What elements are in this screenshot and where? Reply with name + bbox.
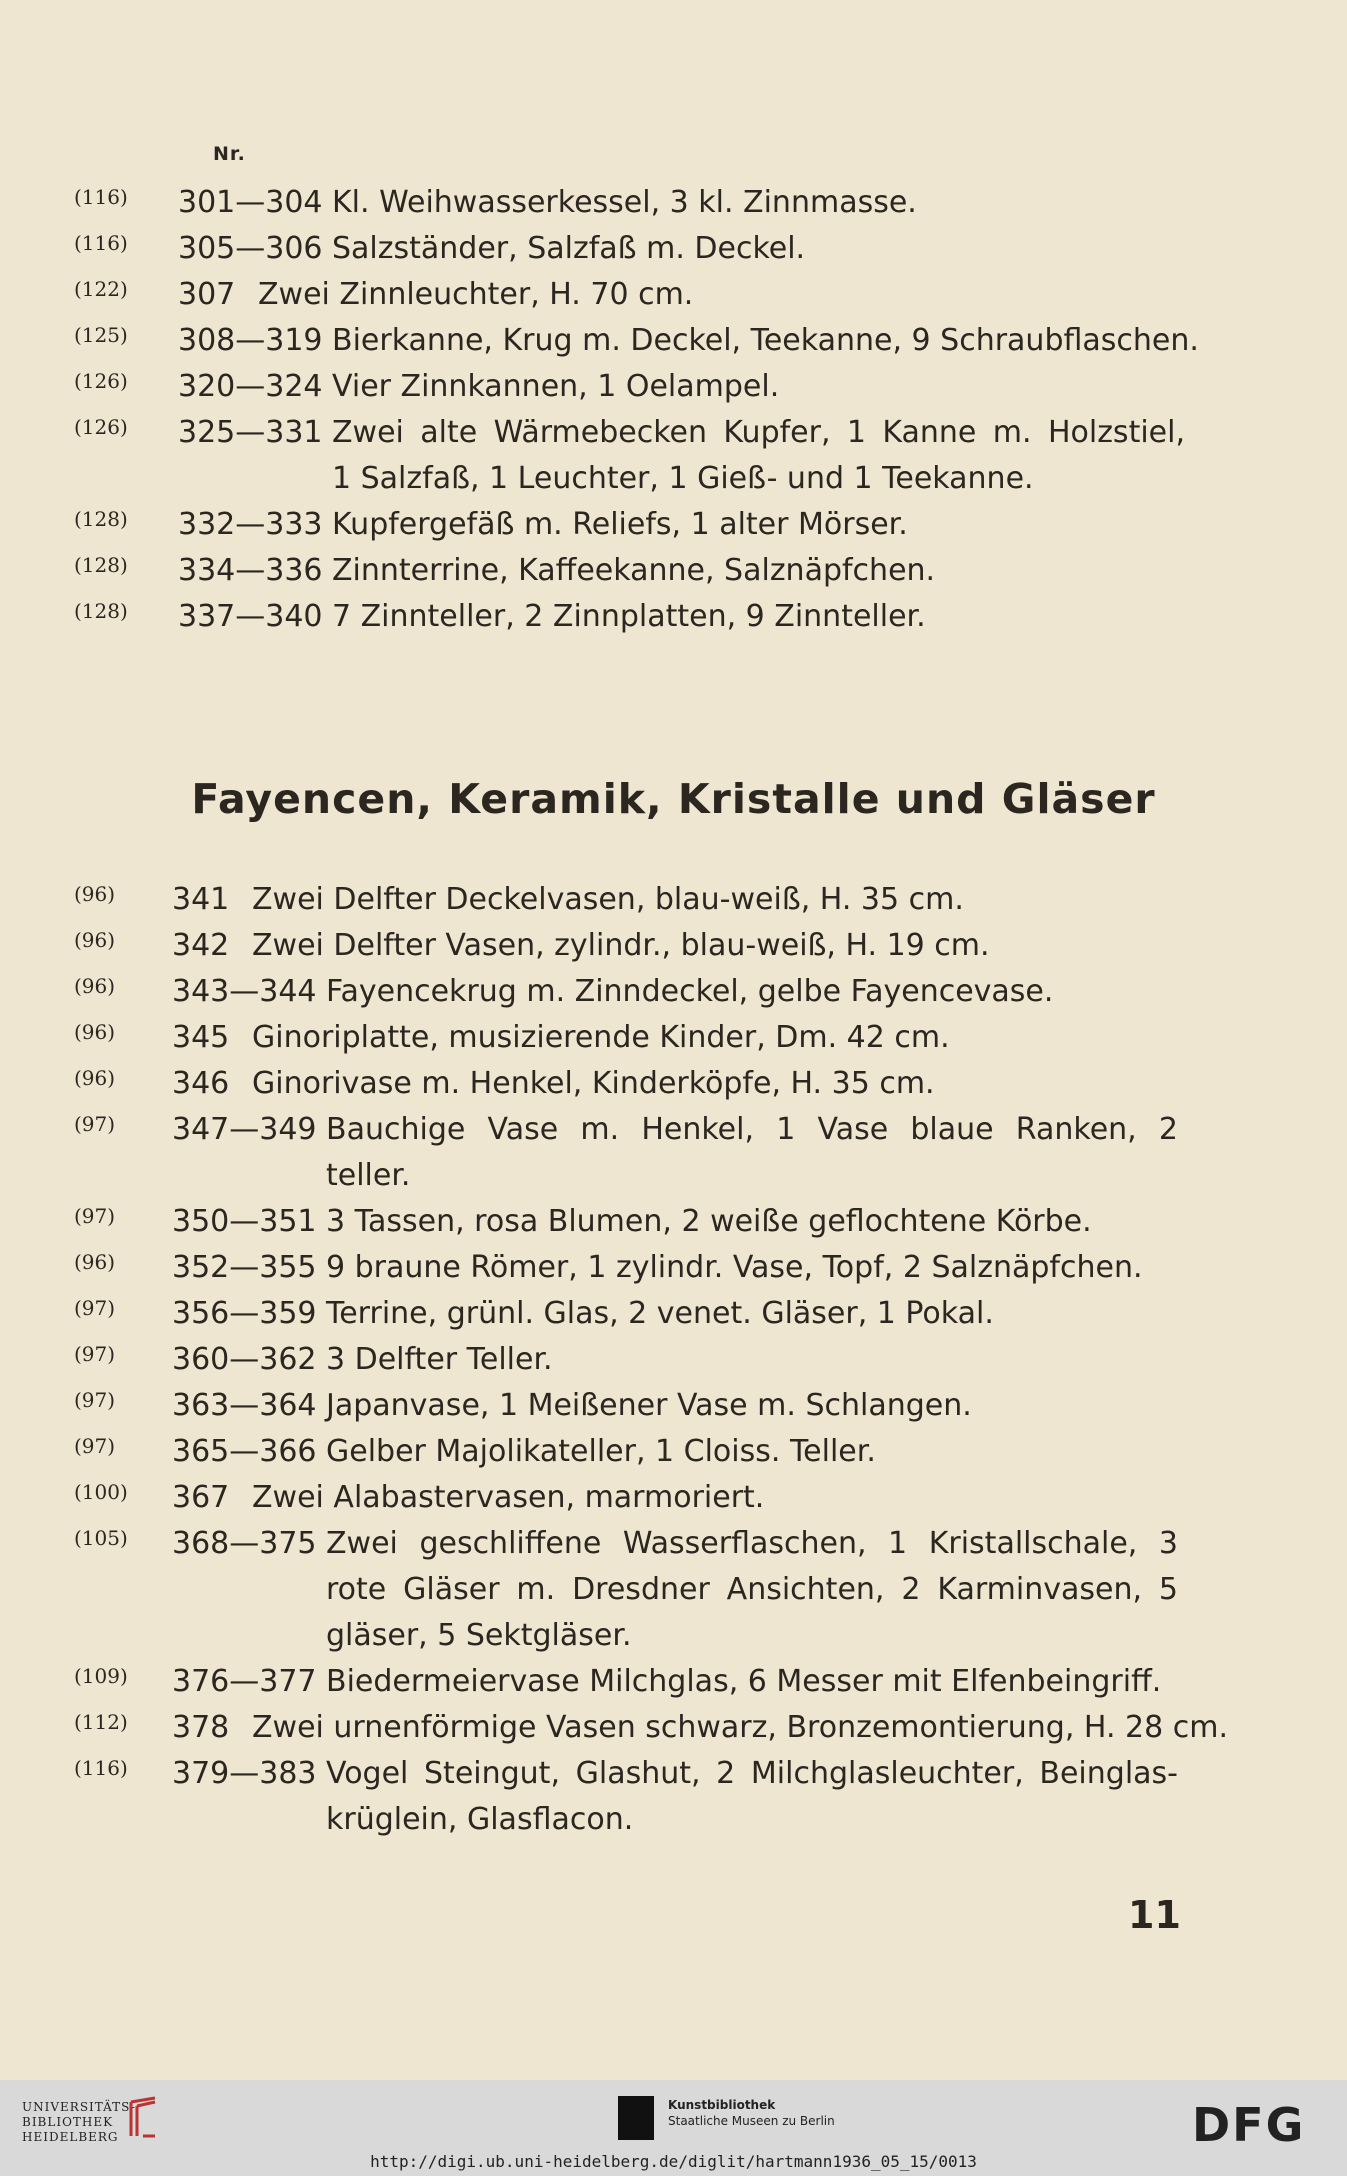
- entry-ref: (112): [74, 1710, 128, 1734]
- entry-ref: (126): [74, 415, 128, 439]
- entry-description: Zwei Delfter Vasen, zylindr., blau-weiß, H. 19 cm.: [252, 928, 990, 963]
- footer-bar: [0, 2080, 1347, 2176]
- entry-number: 332—333: [178, 507, 323, 542]
- entry-description: Vier Zinnkannen, 1 Oelampel.: [332, 369, 780, 404]
- entry-description: Gelber Majolikateller, 1 Cloiss. Teller.: [326, 1434, 876, 1469]
- entry-ref: (128): [74, 599, 128, 623]
- section-heading: Fayencen, Keramik, Kristalle und Gläser: [191, 775, 1156, 823]
- entry-number: 320—324: [178, 369, 323, 404]
- entry-ref: (116): [74, 185, 128, 209]
- entry-number: 346: [172, 1066, 230, 1101]
- entry-number: 343—344: [172, 974, 317, 1009]
- entry-description: Fayencekrug m. Zinndeckel, gelbe Fayencevase.: [326, 974, 1054, 1009]
- ub-line-1: UNIVERSITÄTS-: [22, 2100, 136, 2114]
- entry-ref: (125): [74, 323, 128, 347]
- entry-ref: (96): [74, 1250, 116, 1274]
- entry-number: 334—336: [178, 553, 323, 588]
- entry-number: 363—364: [172, 1388, 317, 1423]
- entry-ref: (97): [74, 1434, 116, 1458]
- entry-description: 9 braune Römer, 1 zylindr. Vase, Topf, 2 Salznäpfchen.: [326, 1250, 1143, 1285]
- ub-heidelberg-icon: [125, 2096, 161, 2140]
- entry-description: Ginorivase m. Henkel, Kinderköpfe, H. 35 cm.: [252, 1066, 935, 1101]
- entry-ref: (96): [74, 928, 116, 952]
- entry-ref: (96): [74, 882, 116, 906]
- entry-description: Zinnterrine, Kaffeekanne, Salznäpfchen.: [332, 553, 936, 588]
- entry-description: Zwei Delfter Deckelvasen, blau-weiß, H. 35 cm.: [252, 882, 964, 917]
- entry-description: Zwei Alabastervasen, marmoriert.: [252, 1480, 765, 1515]
- entry-description: Kl. Weihwasserkessel, 3 kl. Zinnmasse.: [332, 185, 917, 220]
- entry-description-continued: krüglein, Glasflacon.: [326, 1802, 634, 1837]
- entry-description-continued: gläser, 5 Sektgläser.: [326, 1618, 632, 1653]
- entry-number: 367: [172, 1480, 230, 1515]
- entry-description: 3 Tassen, rosa Blumen, 2 weiße geflochtene Körbe.: [326, 1204, 1092, 1239]
- entry-ref: (96): [74, 1020, 116, 1044]
- entry-description: Ginoriplatte, musizierende Kinder, Dm. 42 cm.: [252, 1020, 950, 1055]
- entry-number: 301—304: [178, 185, 323, 220]
- kb-title: Kunstbibliothek: [668, 2098, 776, 2112]
- nr-label: Nr.: [213, 143, 246, 165]
- entry-number: 347—349: [172, 1112, 317, 1147]
- dfg-logo: DFG: [1192, 2098, 1306, 2152]
- entry-ref: (96): [74, 1066, 116, 1090]
- entry-ref: (97): [74, 1204, 116, 1228]
- entry-ref: (97): [74, 1112, 116, 1136]
- entry-description: Salzständer, Salzfaß m. Deckel.: [332, 231, 806, 266]
- entry-description: Terrine, grünl. Glas, 2 venet. Gläser, 1 Pokal.: [326, 1296, 994, 1331]
- entry-ref: (122): [74, 277, 128, 301]
- entry-number: 307: [178, 277, 236, 312]
- entry-description: 3 Delfter Teller.: [326, 1342, 553, 1377]
- entry-ref: (128): [74, 553, 128, 577]
- ub-line-2: BIBLIOTHEK: [22, 2115, 114, 2129]
- entry-ref: (100): [74, 1480, 128, 1504]
- entry-ref: (109): [74, 1664, 128, 1688]
- entry-number: 350—351: [172, 1204, 317, 1239]
- kunstbibliothek-logo-icon: [618, 2096, 654, 2140]
- ub-heidelberg-logo-text: [22, 2100, 136, 2145]
- entry-number: 345: [172, 1020, 230, 1055]
- entry-description-continued: 1 Salzfaß, 1 Leuchter, 1 Gieß- und 1 Teekanne.: [332, 461, 1034, 496]
- entry-number: 325—331: [178, 415, 323, 450]
- entry-number: 378: [172, 1710, 230, 1745]
- entry-description: Biedermeiervase Milchglas, 6 Messer mit Elfenbeingriff.: [326, 1664, 1162, 1699]
- entry-description: Zwei urnenförmige Vasen schwarz, Bronzemontierung, H. 28 cm.: [252, 1710, 1228, 1745]
- entry-number: 379—383: [172, 1756, 317, 1791]
- entry-description: Zwei alte Wärmebecken Kupfer, 1 Kanne m. Holzstiel,: [332, 415, 1185, 450]
- kunstbibliothek-text: [668, 2097, 835, 2129]
- entry-number: 365—366: [172, 1434, 317, 1469]
- entry-number: 341: [172, 882, 230, 917]
- entry-number: 305—306: [178, 231, 323, 266]
- entry-description-continued: teller.: [326, 1158, 411, 1193]
- entry-description: Zwei Zinnleuchter, H. 70 cm.: [258, 277, 694, 312]
- entry-number: 337—340: [178, 599, 323, 634]
- entry-number: 376—377: [172, 1664, 317, 1699]
- entry-number: 308—319: [178, 323, 323, 358]
- entry-number: 368—375: [172, 1526, 317, 1561]
- entry-ref: (116): [74, 1756, 128, 1780]
- entry-ref: (97): [74, 1388, 116, 1412]
- entry-description: Japanvase, 1 Meißener Vase m. Schlangen.: [326, 1388, 972, 1423]
- source-url: http://digi.ub.uni-heidelberg.de/diglit/hartmann1936_05_15/0013: [370, 2152, 977, 2171]
- entry-description: Bierkanne, Krug m. Deckel, Teekanne, 9 Schraubflaschen.: [332, 323, 1199, 358]
- entry-description: Vogel Steingut, Glashut, 2 Milchglasleuchter, Beinglas-: [326, 1756, 1178, 1791]
- kb-subtitle: Staatliche Museen zu Berlin: [668, 2114, 835, 2128]
- entry-ref: (126): [74, 369, 128, 393]
- entry-description: Kupfergefäß m. Reliefs, 1 alter Mörser.: [332, 507, 908, 542]
- entry-ref: (97): [74, 1342, 116, 1366]
- entry-number: 356—359: [172, 1296, 317, 1331]
- entry-ref: (116): [74, 231, 128, 255]
- entry-ref: (105): [74, 1526, 128, 1550]
- entry-description-continued: rote Gläser m. Dresdner Ansichten, 2 Karminvasen, 5: [326, 1572, 1178, 1607]
- ub-line-3: HEIDELBERG: [22, 2130, 119, 2144]
- entry-number: 360—362: [172, 1342, 317, 1377]
- entry-number: 352—355: [172, 1250, 317, 1285]
- entry-description: Bauchige Vase m. Henkel, 1 Vase blaue Ranken, 2: [326, 1112, 1178, 1147]
- page-number: 11: [1128, 1893, 1181, 1937]
- entry-ref: (97): [74, 1296, 116, 1320]
- entry-number: 342: [172, 928, 230, 963]
- entry-description: 7 Zinnteller, 2 Zinnplatten, 9 Zinnteller.: [332, 599, 926, 634]
- entry-ref: (128): [74, 507, 128, 531]
- entry-description: Zwei geschliffene Wasserflaschen, 1 Kristallschale, 3: [326, 1526, 1178, 1561]
- entry-ref: (96): [74, 974, 116, 998]
